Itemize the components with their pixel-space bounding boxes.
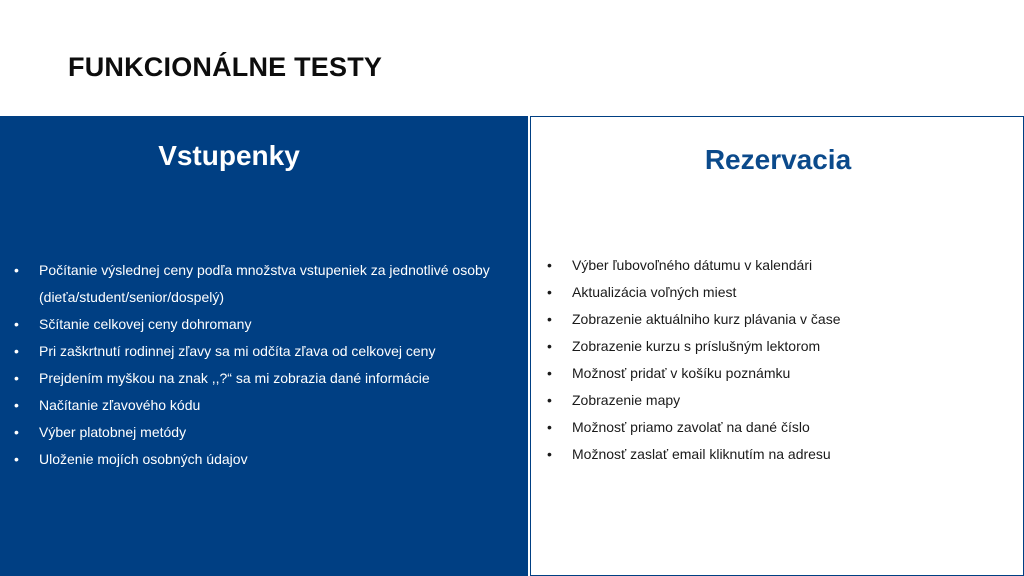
bullet-icon: •	[14, 262, 19, 278]
list-item-text: Načítanie zľavového kódu	[39, 397, 201, 413]
list-item	[14, 311, 514, 338]
list-item-text: Možnosť priamo zavolať na dané číslo	[572, 419, 810, 435]
list-item-text: Pri zaškrtnutí rodinnej zľavy sa mi odčíta zľava od celkovej ceny	[39, 343, 436, 359]
rezervacia-heading: Rezervacia	[704, 144, 852, 175]
vstupenky-heading: Vstupenky	[158, 140, 300, 171]
list-item	[14, 257, 514, 311]
list-item	[547, 333, 1007, 360]
list-item-text: Výber platobnej metódy	[39, 424, 187, 440]
bullet-icon: •	[14, 424, 19, 440]
list-item	[14, 446, 514, 473]
bullet-icon: •	[547, 311, 552, 327]
list-item	[547, 252, 1007, 279]
list-item-text: Zobrazenie aktuálniho kurz plávania v čase	[572, 311, 841, 327]
list-item	[547, 441, 1007, 468]
bullet-icon: •	[547, 419, 552, 435]
list-item	[547, 414, 1007, 441]
list-item-text: Zobrazenie mapy	[572, 392, 681, 408]
bullet-icon: •	[547, 257, 552, 273]
list-item-text: Možnosť zaslať email kliknutím na adresu	[572, 446, 831, 462]
list-item-text: Výber ľubovoľného dátumu v kalendári	[572, 257, 813, 273]
list-item	[547, 387, 1007, 414]
list-item-text: Zobrazenie kurzu s príslušným lektorom	[572, 338, 821, 354]
list-item-text: Uloženie mojích osobných údajov	[39, 451, 248, 467]
list-item	[547, 306, 1007, 333]
list-item-text: Možnosť pridať v košíku poznámku	[572, 365, 791, 381]
list-item-text: Aktualizácia voľných miest	[572, 284, 737, 300]
rezervacia-list	[547, 252, 1007, 468]
bullet-icon: •	[14, 343, 19, 359]
list-item	[14, 365, 514, 392]
list-item	[547, 360, 1007, 387]
list-item-text: Počítanie výslednej ceny podľa množstva vstupeniek za jednotlivé osoby (dieťa/student/senior/dospelý)	[39, 262, 490, 305]
vstupenky-panel	[0, 116, 528, 576]
bullet-icon: •	[14, 397, 19, 413]
bullet-icon: •	[14, 370, 19, 386]
list-item	[547, 279, 1007, 306]
bullet-icon: •	[547, 392, 552, 408]
list-item-text: Prejdením myškou na znak ,,?“ sa mi zobrazia dané informácie	[39, 370, 430, 386]
bullet-icon: •	[547, 284, 552, 300]
slide-title: FUNKCIONÁLNE TESTY	[68, 52, 383, 82]
bullet-icon: •	[14, 316, 19, 332]
bullet-icon: •	[547, 446, 552, 462]
vstupenky-list	[14, 257, 514, 473]
bullet-icon: •	[547, 338, 552, 354]
list-item	[14, 419, 514, 446]
list-item	[14, 338, 514, 365]
bullet-icon: •	[14, 451, 19, 467]
bullet-icon: •	[547, 365, 552, 381]
rezervacia-panel	[530, 116, 1024, 576]
list-item-text: Sčítanie celkovej ceny dohromany	[39, 316, 252, 332]
list-item	[14, 392, 514, 419]
